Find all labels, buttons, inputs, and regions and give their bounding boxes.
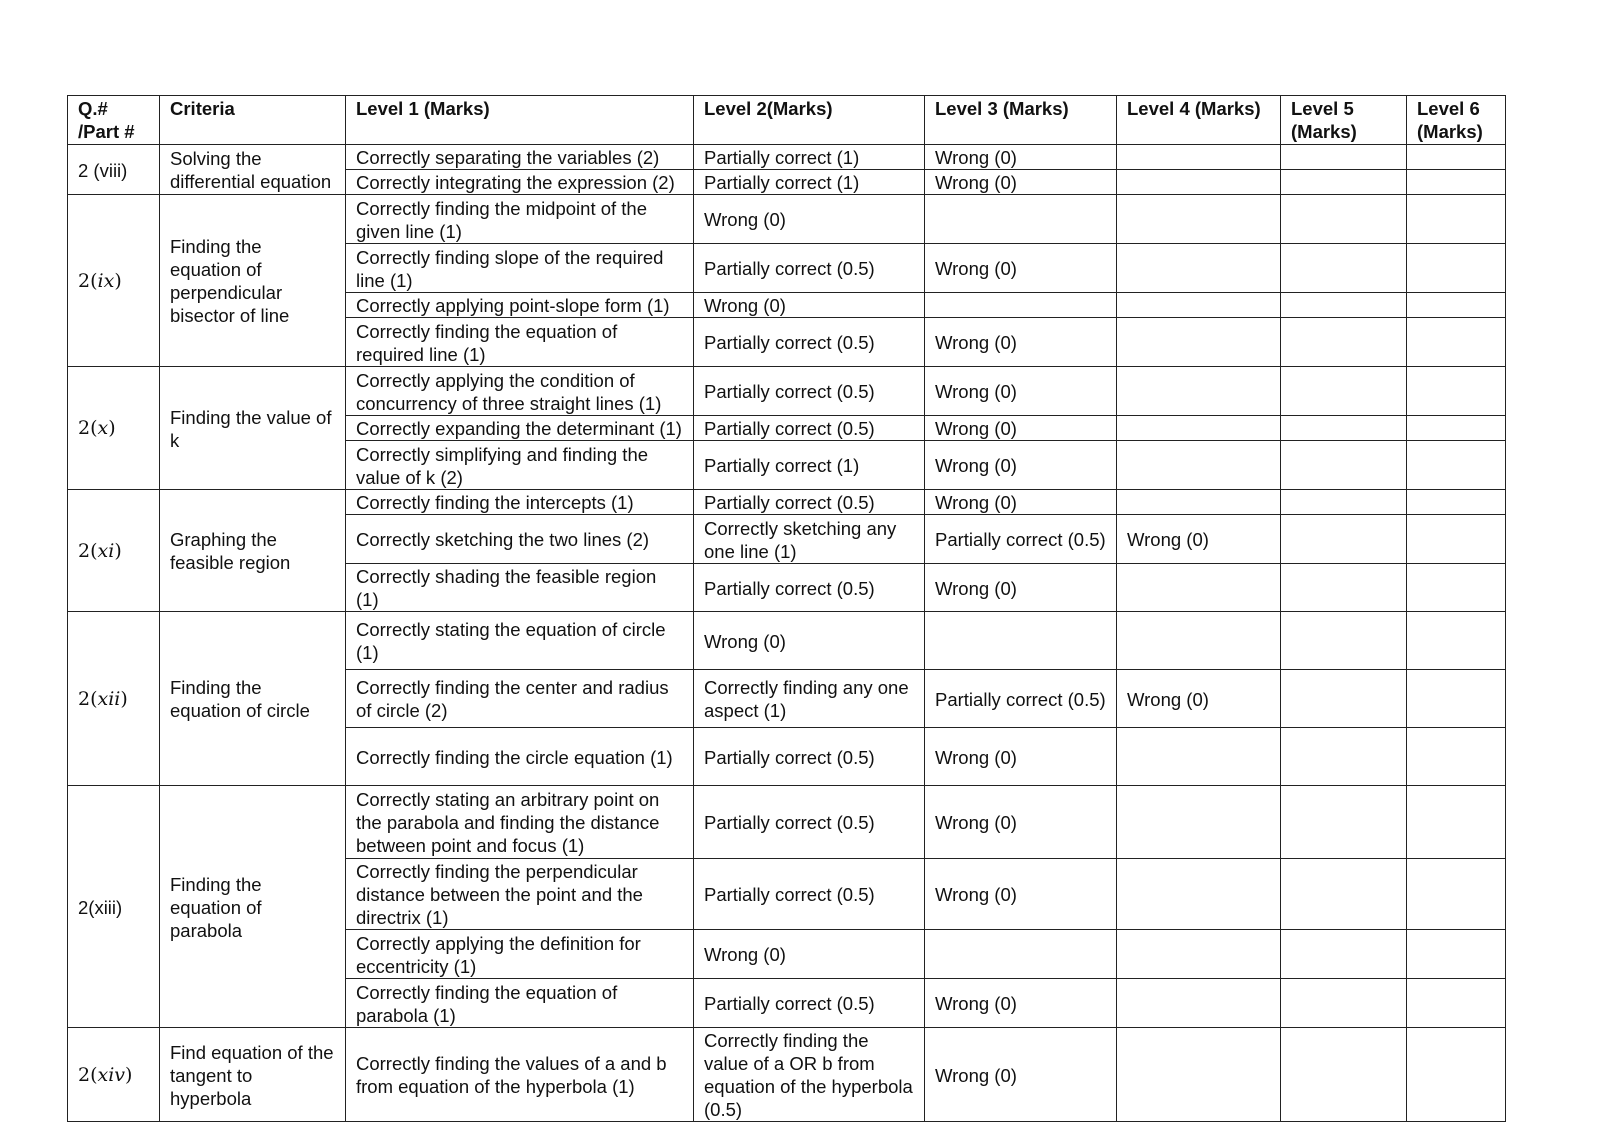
criteria-cell: Graphing the feasible region [160,490,346,612]
level-6-cell [1407,612,1506,670]
level-1-cell: Correctly finding the midpoint of the given line (1) [346,195,694,244]
level-1-cell: Correctly integrating the expression (2) [346,170,694,195]
criteria-cell: Find equation of the tangent to hyperbola [160,1028,346,1122]
level-5-cell [1281,145,1407,170]
level-4-cell [1117,859,1281,930]
level-4-cell [1117,564,1281,612]
level-4-cell [1117,416,1281,441]
level-4-cell [1117,195,1281,244]
header-row [68,96,1506,145]
level-3-cell: Wrong (0) [925,441,1117,490]
level-1-cell: Correctly shading the feasible region (1) [346,564,694,612]
level-1-cell: Correctly finding the center and radius of circle (2) [346,670,694,728]
level-6-cell [1407,441,1506,490]
level-5-cell [1281,930,1407,979]
header-level-5: Level 5 (Marks) [1281,96,1407,145]
level-1-cell: Correctly separating the variables (2) [346,145,694,170]
level-2-cell: Partially correct (1) [694,441,925,490]
table-row [68,195,1506,244]
level-3-cell: Wrong (0) [925,367,1117,416]
level-6-cell [1407,515,1506,564]
level-5-cell [1281,244,1407,293]
marking-rubric-table [67,95,1506,1122]
level-2-cell: Wrong (0) [694,293,925,318]
level-6-cell [1407,244,1506,293]
level-3-cell: Wrong (0) [925,564,1117,612]
level-4-cell [1117,979,1281,1028]
level-3-cell: Wrong (0) [925,979,1117,1028]
level-6-cell [1407,728,1506,786]
level-1-cell: Correctly finding the equation of parabola (1) [346,979,694,1028]
question-part-cell: 2(xii) [68,612,160,786]
level-6-cell [1407,490,1506,515]
level-2-cell: Partially correct (0.5) [694,367,925,416]
level-5-cell [1281,441,1407,490]
level-1-cell: Correctly finding the intercepts (1) [346,490,694,515]
level-2-cell: Partially correct (1) [694,170,925,195]
level-2-cell: Partially correct (0.5) [694,490,925,515]
level-3-cell: Partially correct (0.5) [925,670,1117,728]
question-part-cell: 2(xi) [68,490,160,612]
level-2-cell: Partially correct (0.5) [694,416,925,441]
table-row [68,786,1506,859]
level-4-cell [1117,786,1281,859]
level-4-cell: Wrong (0) [1117,670,1281,728]
level-2-cell: Partially correct (0.5) [694,859,925,930]
question-part-cell: 2(ix) [68,195,160,367]
level-1-cell: Correctly applying the condition of concurrency of three straight lines (1) [346,367,694,416]
level-4-cell [1117,145,1281,170]
table-row [68,367,1506,416]
level-2-cell: Partially correct (1) [694,145,925,170]
header-criteria: Criteria [160,96,346,145]
level-5-cell [1281,416,1407,441]
level-1-cell: Correctly finding the perpendicular distance between the point and the directrix (1) [346,859,694,930]
level-1-cell: Correctly stating the equation of circle (1) [346,612,694,670]
header-level-3: Level 3 (Marks) [925,96,1117,145]
level-6-cell [1407,195,1506,244]
level-5-cell [1281,670,1407,728]
level-2-cell: Partially correct (0.5) [694,318,925,367]
level-2-cell: Partially correct (0.5) [694,564,925,612]
criteria-cell: Finding the value of k [160,367,346,490]
level-3-cell [925,293,1117,318]
level-3-cell: Wrong (0) [925,170,1117,195]
level-2-cell: Correctly finding any one aspect (1) [694,670,925,728]
level-1-cell: Correctly sketching the two lines (2) [346,515,694,564]
level-5-cell [1281,293,1407,318]
table-row [68,490,1506,515]
level-3-cell [925,930,1117,979]
level-5-cell [1281,515,1407,564]
level-1-cell: Correctly finding the values of a and b from equation of the hyperbola (1) [346,1028,694,1122]
level-2-cell: Wrong (0) [694,195,925,244]
level-2-cell: Partially correct (0.5) [694,786,925,859]
level-5-cell [1281,786,1407,859]
criteria-cell: Finding the equation of parabola [160,786,346,1028]
level-4-cell [1117,728,1281,786]
table-row [68,1028,1506,1122]
level-4-cell [1117,930,1281,979]
level-6-cell [1407,979,1506,1028]
level-2-cell: Correctly finding the value of a OR b from equation of the hyperbola (0.5) [694,1028,925,1122]
level-4-cell [1117,367,1281,416]
level-1-cell: Correctly expanding the determinant (1) [346,416,694,441]
level-4-cell: Wrong (0) [1117,515,1281,564]
level-3-cell: Wrong (0) [925,145,1117,170]
header-level-6: Level 6 (Marks) [1407,96,1506,145]
level-6-cell [1407,564,1506,612]
level-3-cell: Partially correct (0.5) [925,515,1117,564]
level-2-cell: Wrong (0) [694,612,925,670]
level-1-cell: Correctly applying the definition for eccentricity (1) [346,930,694,979]
header-level-1: Level 1 (Marks) [346,96,694,145]
criteria-cell: Finding the equation of perpendicular bisector of line [160,195,346,367]
level-2-cell: Partially correct (0.5) [694,728,925,786]
question-part-cell: 2(xiv) [68,1028,160,1122]
level-5-cell [1281,979,1407,1028]
level-5-cell [1281,564,1407,612]
header-question-part: Q.# /Part # [68,96,160,145]
level-1-cell: Correctly stating an arbitrary point on the parabola and finding the distance between point and focus (1) [346,786,694,859]
level-4-cell [1117,441,1281,490]
level-4-cell [1117,244,1281,293]
level-6-cell [1407,293,1506,318]
level-6-cell [1407,170,1506,195]
level-3-cell [925,195,1117,244]
level-6-cell [1407,670,1506,728]
level-5-cell [1281,195,1407,244]
criteria-cell: Solving the differential equation [160,145,346,195]
header-level-4: Level 4 (Marks) [1117,96,1281,145]
level-3-cell: Wrong (0) [925,490,1117,515]
level-5-cell [1281,728,1407,786]
table-row [68,612,1506,670]
level-6-cell [1407,416,1506,441]
level-5-cell [1281,170,1407,195]
level-6-cell [1407,367,1506,416]
level-4-cell [1117,170,1281,195]
level-6-cell [1407,859,1506,930]
level-3-cell: Wrong (0) [925,1028,1117,1122]
level-4-cell [1117,612,1281,670]
level-3-cell: Wrong (0) [925,318,1117,367]
level-6-cell [1407,318,1506,367]
level-3-cell: Wrong (0) [925,728,1117,786]
level-4-cell [1117,293,1281,318]
level-6-cell [1407,930,1506,979]
level-1-cell: Correctly simplifying and finding the value of k (2) [346,441,694,490]
table-row [68,145,1506,170]
level-3-cell: Wrong (0) [925,416,1117,441]
question-part-cell: 2(x) [68,367,160,490]
level-4-cell [1117,318,1281,367]
level-3-cell: Wrong (0) [925,786,1117,859]
level-5-cell [1281,1028,1407,1122]
level-5-cell [1281,859,1407,930]
level-2-cell: Wrong (0) [694,930,925,979]
level-2-cell: Partially correct (0.5) [694,244,925,293]
level-3-cell [925,612,1117,670]
level-2-cell: Partially correct (0.5) [694,979,925,1028]
level-2-cell: Correctly sketching any one line (1) [694,515,925,564]
level-1-cell: Correctly applying point-slope form (1) [346,293,694,318]
level-1-cell: Correctly finding the equation of required line (1) [346,318,694,367]
level-5-cell [1281,612,1407,670]
level-1-cell: Correctly finding slope of the required line (1) [346,244,694,293]
level-4-cell [1117,490,1281,515]
level-5-cell [1281,490,1407,515]
question-part-cell: 2(xiii) [68,786,160,1028]
header-level-2: Level 2(Marks) [694,96,925,145]
level-6-cell [1407,786,1506,859]
level-3-cell: Wrong (0) [925,244,1117,293]
question-part-cell: 2 (viii) [68,145,160,195]
criteria-cell: Finding the equation of circle [160,612,346,786]
level-1-cell: Correctly finding the circle equation (1) [346,728,694,786]
level-6-cell [1407,145,1506,170]
level-3-cell: Wrong (0) [925,859,1117,930]
level-5-cell [1281,318,1407,367]
level-5-cell [1281,367,1407,416]
level-4-cell [1117,1028,1281,1122]
level-6-cell [1407,1028,1506,1122]
